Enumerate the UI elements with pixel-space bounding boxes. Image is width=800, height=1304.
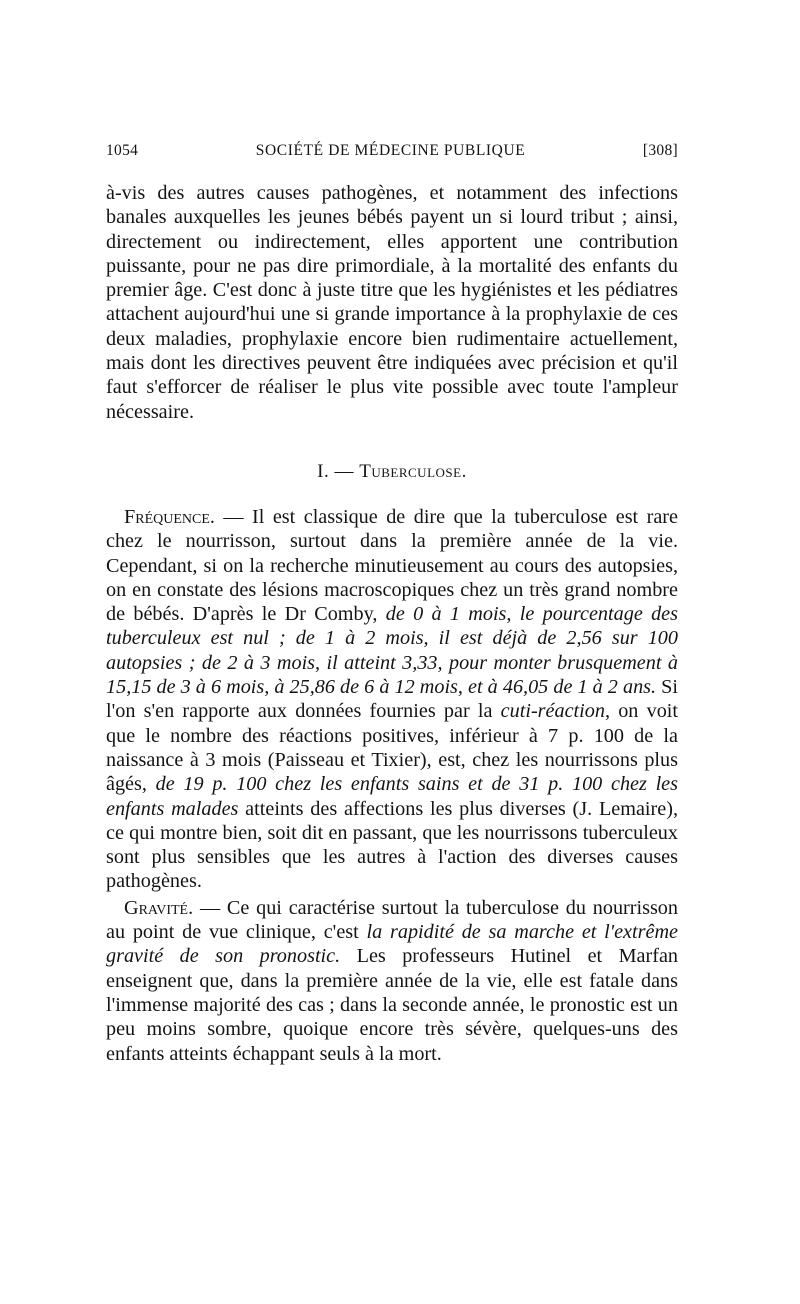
page-number: 1054: [106, 142, 139, 159]
paragraph-intro: [106, 181, 678, 424]
paragraph-text: — Ce qui caractérise surtout la tuberculose du nourrisson au point de vue clinique, c'est: [106, 896, 678, 944]
italic-statistics: de 0 à 1 mois, le pourcentage des tuberculeux est nul ; de 1 à 2 mois, il est déjà de 2,56 sur 100 autopsies ; de 2 à 3 mois, il atteint 3,33, pour monter brusquement à 15,15 de 3 à 6 mois, à 25,86 de 6 à 12 mois, et à 46,05 de 1 à 2 ans.: [106, 603, 678, 699]
paragraph-text: , on voit que le nombre des réactions positives, inférieur à 7 p. 100 de la naissance à 3 mois (Paisseau et Tixier), est, chez les nourrissons plus âgés,: [106, 700, 678, 796]
running-head: [106, 142, 678, 176]
running-title: SOCIÉTÉ DE MÉDECINE PUBLIQUE: [255, 142, 526, 159]
section-heading: [106, 461, 678, 483]
section-title: Tuberculose.: [359, 460, 467, 482]
paragraph-lead-gravite: Gravité.: [124, 896, 194, 919]
italic-statistics: de 19 p. 100 chez les enfants sains et de 31 p. 100 chez les enfants malades: [106, 773, 678, 820]
paragraph-intro-text: à-vis des autres causes pathogènes, et notamment des infections banales auxquelles les jeunes bébés payent un si lourd tribut ; ainsi, directement ou indirectement, elles apportent une contribution puissante, pour ne pas dire primordiale, à la mortalité des enfants du premier âge. C'est donc à juste titre que les hygiénistes et les pédiatres attachent aujourd'hui une si grande importance à la prophylaxie de ces deux maladies, prophylaxie encore bien rudimentaire actuellement, mais dont les directives peuvent être indiquées avec précision et qu'il faut s'efforcer de réaliser le plus vite possible avec toute l'ampleur nécessaire.: [106, 182, 678, 423]
italic-term: cuti-réaction: [500, 700, 605, 723]
paragraph-text: Si l'on s'en rapporte aux données fournies par la: [106, 676, 678, 723]
bracket-number: [308]: [642, 142, 678, 159]
paragraph-frequence: [106, 505, 678, 894]
paragraph-text: — Il est classique de dire que la tuberculose est rare chez le nourrisson, surtout dans la première année de la vie. Cependant, si on la recherche minutieusement au cours des autopsies, on en constate des lésions macroscopiques chez un très grand nombre de bébés. D'après le Dr Comby,: [106, 505, 678, 626]
document-page: [106, 142, 678, 1066]
section-number: I. —: [317, 460, 354, 482]
italic-emphasis: la rapidité de sa marche et l'extrême gravité de son pronostic.: [106, 921, 678, 968]
paragraph-text: atteints des affections les plus diverses (J. Lemaire), ce qui montre bien, soit dit en passant, que les nourrissons tuberculeux sont plus sensibles que les autres à l'action des diverses causes pathogènes.: [106, 797, 678, 893]
paragraph-gravite: [106, 896, 678, 1066]
paragraph-lead-frequence: Fréquence.: [124, 505, 215, 528]
paragraph-text: Les professeurs Hutinel et Marfan enseignent que, dans la première année de la vie, elle est fatale dans l'immense majorité des cas ; dans la seconde année, le pronostic est un peu moins sombre, quoique encore très sévère, quelques-uns des enfants atteints échappant seuls à la mort.: [106, 945, 678, 1065]
